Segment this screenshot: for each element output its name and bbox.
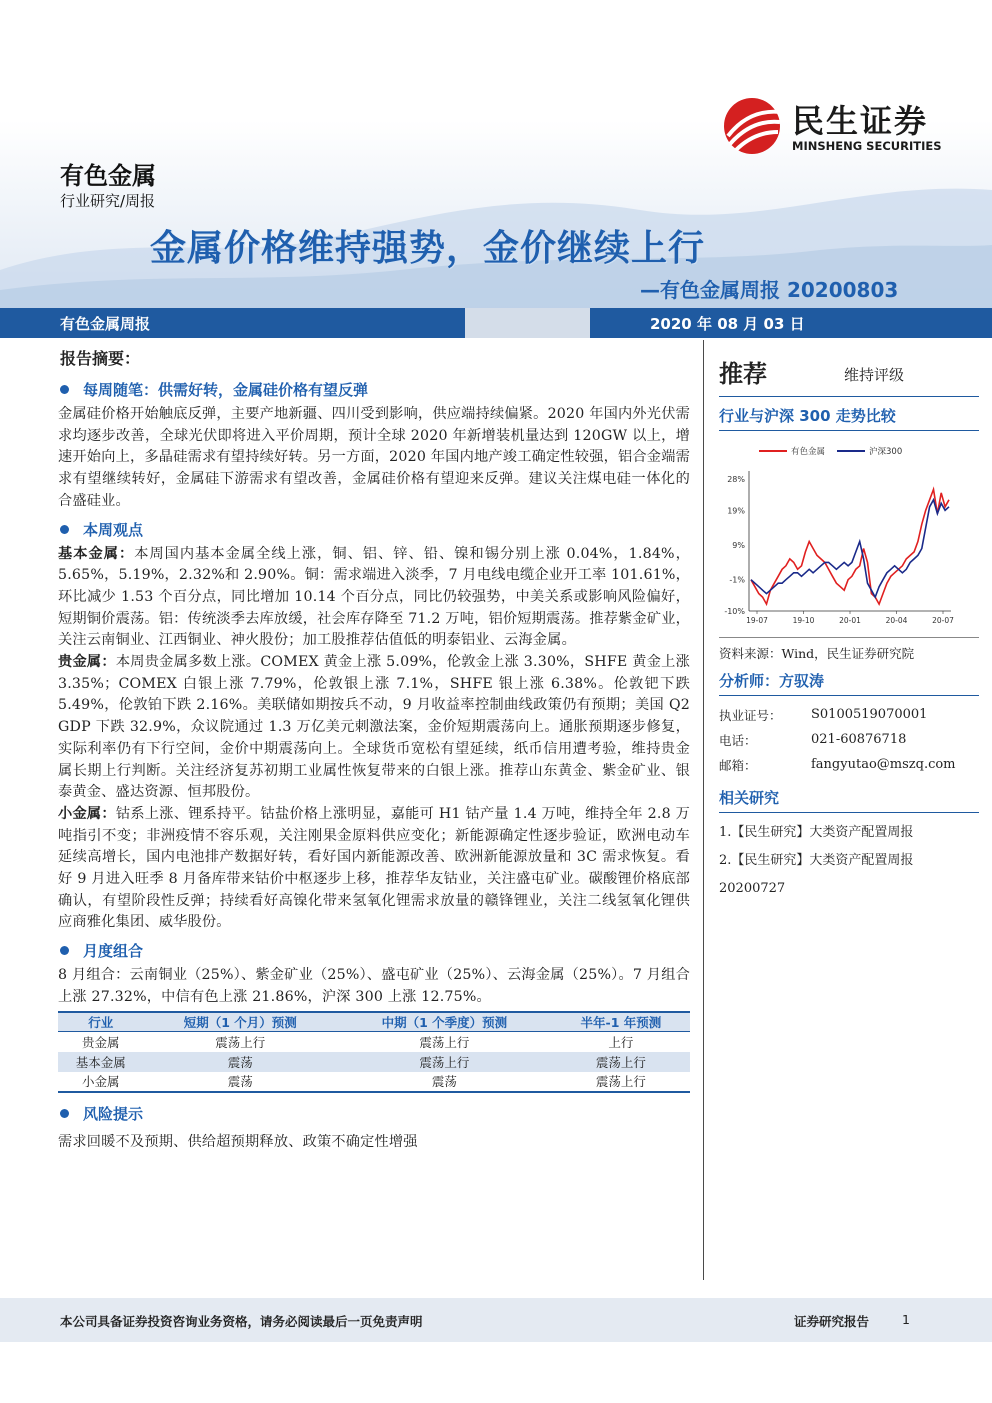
x-tick-label: 19-10: [792, 616, 815, 625]
brand-name-en: MINSHENG SECURITIES: [792, 139, 942, 153]
series-line: [751, 500, 949, 597]
bullet-icon: [60, 946, 69, 955]
rating-label: 推荐: [719, 360, 767, 388]
rating-divider: [719, 396, 979, 397]
related-item[interactable]: 2.【民生研究】大类资产配置周报 20200727: [719, 853, 914, 896]
header-bar-label: 有色金属周报: [60, 315, 151, 333]
column-divider: [703, 340, 704, 1280]
section-heading: 风险提示: [83, 1104, 144, 1123]
paragraph-minor-metals: 小金属：钴系上涨、锂系持平。钴盐价格上涨明显，嘉能可 H1 钴产量 1.4 万吨，维持全年 2.8 万吨指引不变；非洲疫情不容乐观，关注刚果金原料供应变化；新能源确定性逐步验证，欧洲电动车延续高增长，国内电池排产数据好转，看好国内新能源改善、欧洲新能源放量和 3C 需求恢复。看好 9 月进入旺季 8 月备库带来钴价中枢逐步上移，推荐华友钴业，关注盛屯矿业。碳酸锂价格底部确认，有望阶段性反弹；持续看好高镍化带来氢氧化锂需求放量的赣锋锂业，关注二线氢氧化锂供应商雅化集团、威华股份。: [58, 805, 690, 931]
table-header: 半年-1 年预测: [552, 1012, 690, 1032]
forecast-table: [58, 1011, 690, 1093]
legend-label: 沪深300: [869, 447, 903, 457]
report-subtitle: —有色金属周报 20200803: [640, 278, 899, 302]
y-tick-label: 19%: [727, 506, 745, 516]
paragraph-base-metals: 基本金属：本周国内基本金属全线上涨，铜、铝、锌、铅、镍和锡分别上涨 0.04%，1.84%，5.65%，5.19%，2.32%和 2.90%。铜：需求端进入淡季，7 月电线电缆企业开工率 101.61%，环比减少 1.53 个百分点，同比增加 10.14 个百分点，同比仍较强势，中美关系或影响风险偏好，短期铜价震荡。铝：传统淡季去库放缓，社会库存降至 71.2 万吨，铝价短期震荡。推荐紫金矿业，关注云南铜业、江西铜业、神火股份；加工股推荐估值低的明泰铝业、云海金属。: [58, 545, 690, 649]
section-views: [58, 519, 690, 935]
table-row: 小金属 震荡 震荡 震荡上行: [58, 1072, 690, 1092]
section-heading: 每周随笔：供需好转，金属硅价格有望反弹: [83, 381, 369, 399]
y-tick-label: -10%: [724, 607, 745, 616]
risk-text: 需求回暖不及预期、供给超预期释放、政策不确定性增强: [58, 1133, 418, 1150]
industry-vs-index-chart: [719, 439, 959, 631]
section-heading: 本周观点: [83, 520, 144, 539]
summary-heading: 报告摘要：: [60, 349, 141, 368]
bullet-icon: [60, 525, 69, 534]
x-tick-label: 19-07: [746, 616, 768, 625]
info-row: 邮箱： fangyutao@mszq.com: [719, 757, 956, 773]
related-heading: 相关研究: [719, 787, 979, 813]
report-title: 金属价格维持强势，金价继续上行: [150, 228, 706, 269]
page-number: 1: [902, 1312, 910, 1327]
section-portfolio: [58, 940, 690, 1008]
analyst-info: [719, 702, 979, 777]
info-row: 执业证号： S0100519070001: [719, 707, 928, 723]
chart-source: 资料来源：Wind，民生证券研究院: [719, 637, 979, 670]
analyst-heading: 分析师：方驭涛: [719, 670, 979, 696]
x-tick-label: 20-01: [839, 616, 861, 625]
bullet-icon: [60, 1109, 69, 1118]
table-header: 行业: [58, 1012, 144, 1032]
table-header: 中期（1 个季度）预测: [337, 1012, 552, 1032]
series-line: [751, 489, 949, 604]
brand-name: 民生证券: [792, 102, 929, 140]
y-tick-label: -1%: [729, 575, 745, 585]
summary-column: [58, 344, 690, 1153]
section-heading: 月度组合: [83, 942, 144, 961]
brand-logo-icon: [720, 96, 784, 156]
paragraph-precious-metals: 贵金属：本周贵金属多数上涨。COMEX 黄金上涨 5.09%，伦敦金上涨 3.30%，SHFE 黄金上涨 3.35%；COMEX 白银上涨 7.79%，伦敦银上涨 7.1%，SHFE 银上涨 6.38%。伦敦钯下跌 5.49%，伦敦铂下跌 2.16%。美联储如期按兵不动，9 月收益率控制曲线政策仍有预期；美国 Q2 GDP 下跌 32.9%，众议院通过 1.3 万亿美元刺激法案，金价短期震荡向上。通胀预期逐步修复，实际利率仍有下行空间，金价中期震荡向上。全球货币宽松有望延续，纸币信用遭考验，维持贵金属长期上行判断。关注经济复苏初期工业属性恢复带来的白银上涨。推荐山东黄金、紫金矿业、银泰黄金、盛达资源、恒邦股份。: [58, 654, 690, 801]
paragraph: 金属硅价格开始触底反弹，主要产地新疆、四川受到影响，供应端持续偏紧。2020 年国内外光伏需求均逐步改善，全球光伏即将进入平价周期，预计全球 2020 年新增装机量达到 120GW 以上，增速开始向上，多晶硅需求有望持续好转。另一方面，2020 年国内地产竣工确定性较强，铝合金端需求有望继续转好，金属硅下游需求有望改善，金属硅价格有望迎来反弹。建议关注煤电硅一体化的合盛硅业。: [58, 406, 690, 509]
related-list: [719, 819, 979, 903]
bullet-icon: [60, 385, 69, 394]
table-header: 短期（1 个月）预测: [144, 1012, 337, 1032]
related-item[interactable]: 1.【民生研究】大类资产配置周报: [719, 825, 914, 840]
header-bar-stripe: [465, 308, 590, 338]
section-risk: [58, 1103, 690, 1154]
x-tick-label: 20-07: [932, 616, 954, 625]
rating-note: 维持评级: [844, 366, 905, 384]
paragraph: 8 月组合：云南铜业（25%）、紫金矿业（25%）、盛屯矿业（25%）、云海金属（25%）。7 月组合上涨 27.32%，中信有色上涨 21.86%，沪深 300 上涨 12.75%。: [58, 967, 690, 1005]
rating-block: [719, 344, 979, 396]
info-row: 电话： 021-60876718: [719, 732, 907, 748]
y-tick-label: 9%: [732, 541, 745, 550]
report-date: 2020 年 08 月 03 日: [650, 315, 805, 333]
sidebar: [719, 344, 979, 903]
email-link[interactable]: fangyutao@mszq.com: [811, 757, 956, 772]
y-tick-label: 28%: [727, 475, 745, 484]
footer-disclaimer: 本公司具备证券投资咨询业务资格，请务必阅读最后一页免责声明: [60, 1314, 423, 1329]
table-row: 贵金属 震荡上行 震荡上行 上行: [82, 1034, 634, 1050]
chart-heading: 行业与沪深 300 走势比较: [719, 405, 979, 431]
section-weekly: [58, 379, 690, 513]
table-row: 基本金属 震荡 震荡上行 震荡上行: [58, 1052, 690, 1072]
footer-doc-label: 证券研究报告: [794, 1314, 870, 1329]
industry-label: 有色金属: [60, 162, 156, 190]
x-tick-label: 20-04: [885, 616, 908, 625]
legend-label: 有色金属: [791, 447, 826, 457]
doc-type-label: 行业研究/周报: [60, 192, 156, 210]
